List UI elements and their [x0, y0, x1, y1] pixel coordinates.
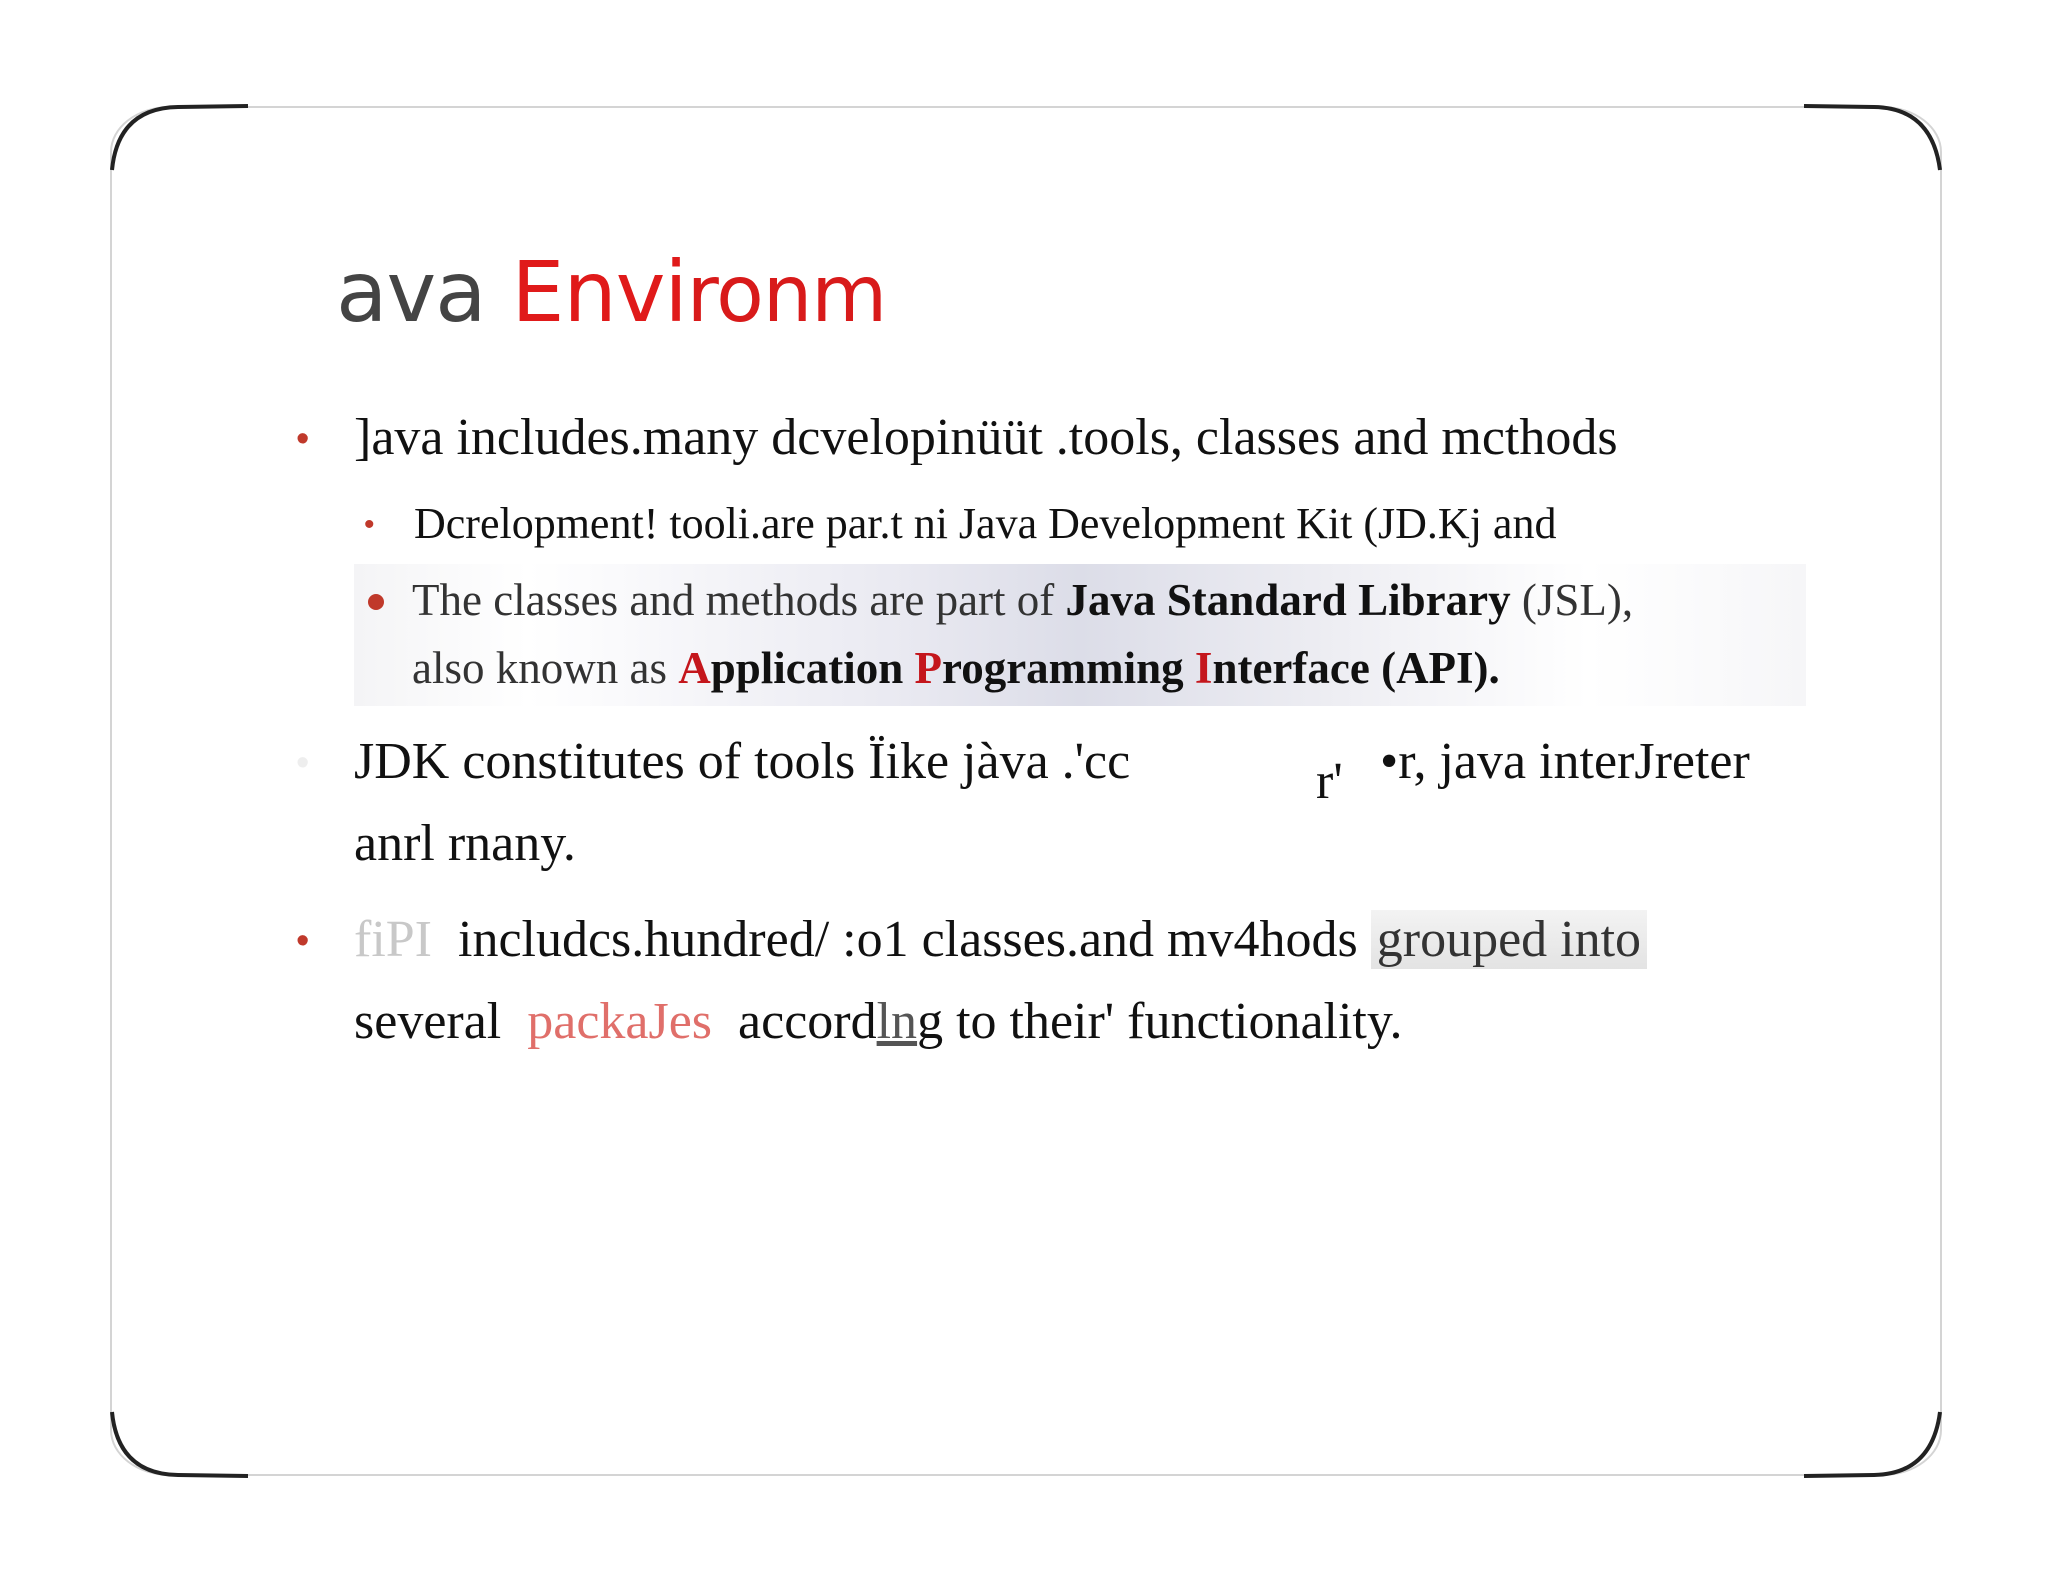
bullet-4-line-2 [354, 992, 1403, 1051]
title-part-2: Envi [511, 243, 687, 341]
embedded-text-image [354, 564, 1806, 706]
api-letter-p: P [914, 643, 943, 693]
packages-word: packaJes [527, 993, 713, 1050]
image-line-2-a: also known as [412, 643, 679, 693]
bullet-4-line-2-a: several [354, 993, 502, 1050]
title-part-3: ronm [686, 250, 887, 340]
bullet-marker-faded: • [296, 742, 310, 784]
sub-bullet-marker: • [364, 508, 375, 541]
title-part-1: ava [336, 243, 486, 341]
bullet-4-line-2-c: g to their' functionality. [917, 993, 1403, 1050]
bullet-3-r-mark: r' [1316, 753, 1343, 810]
api-word-interface: nterface [1212, 643, 1370, 693]
bullet-4-line-1 [354, 910, 1647, 969]
bullet-3-text-a: JDK constitutes of tools Ïike jàva .'cc [354, 733, 1131, 790]
bullet-marker: • [296, 920, 310, 962]
bullet-1-text: ]ava includes.many dcvelopinüüt .tools, classes and mcthods [354, 409, 1618, 466]
image-line-1-a: The classes and methods are part of [412, 575, 1066, 625]
image-line-2 [412, 642, 1500, 694]
underlined-ln: ln [876, 993, 918, 1050]
image-bullet-dot [368, 594, 384, 610]
image-line-1-c: (JSL), [1510, 575, 1634, 625]
bullet-4-faded-word: fiPI [354, 911, 432, 968]
grouped-into-image-text: grouped into [1371, 910, 1647, 969]
bullet-4-line-2-b: accord [738, 993, 877, 1050]
api-letter-i: I [1194, 643, 1213, 693]
image-line-1 [412, 574, 1633, 626]
sub-bullet-1-text: Dcrelopment! tooli.are par.t ni Java Development Kit (JD.Kj and [414, 499, 1557, 548]
api-letter-a: A [678, 643, 711, 693]
api-word-programming: rogramming [942, 643, 1195, 693]
bullet-3-line-2: anrl rnany. [354, 815, 576, 872]
bullet-3-text-b: •r, java interJreter [1380, 733, 1750, 790]
api-word-application: pplication [710, 643, 915, 693]
api-abbrev: (API). [1369, 643, 1500, 693]
java-standard-library-label: Java Standard Library [1065, 575, 1511, 625]
bullet-marker: • [296, 418, 310, 460]
slide-title [336, 243, 887, 341]
bullet-4-text-a: includcs.hundred/ :o1 classes.and mv4hods [458, 911, 1358, 968]
